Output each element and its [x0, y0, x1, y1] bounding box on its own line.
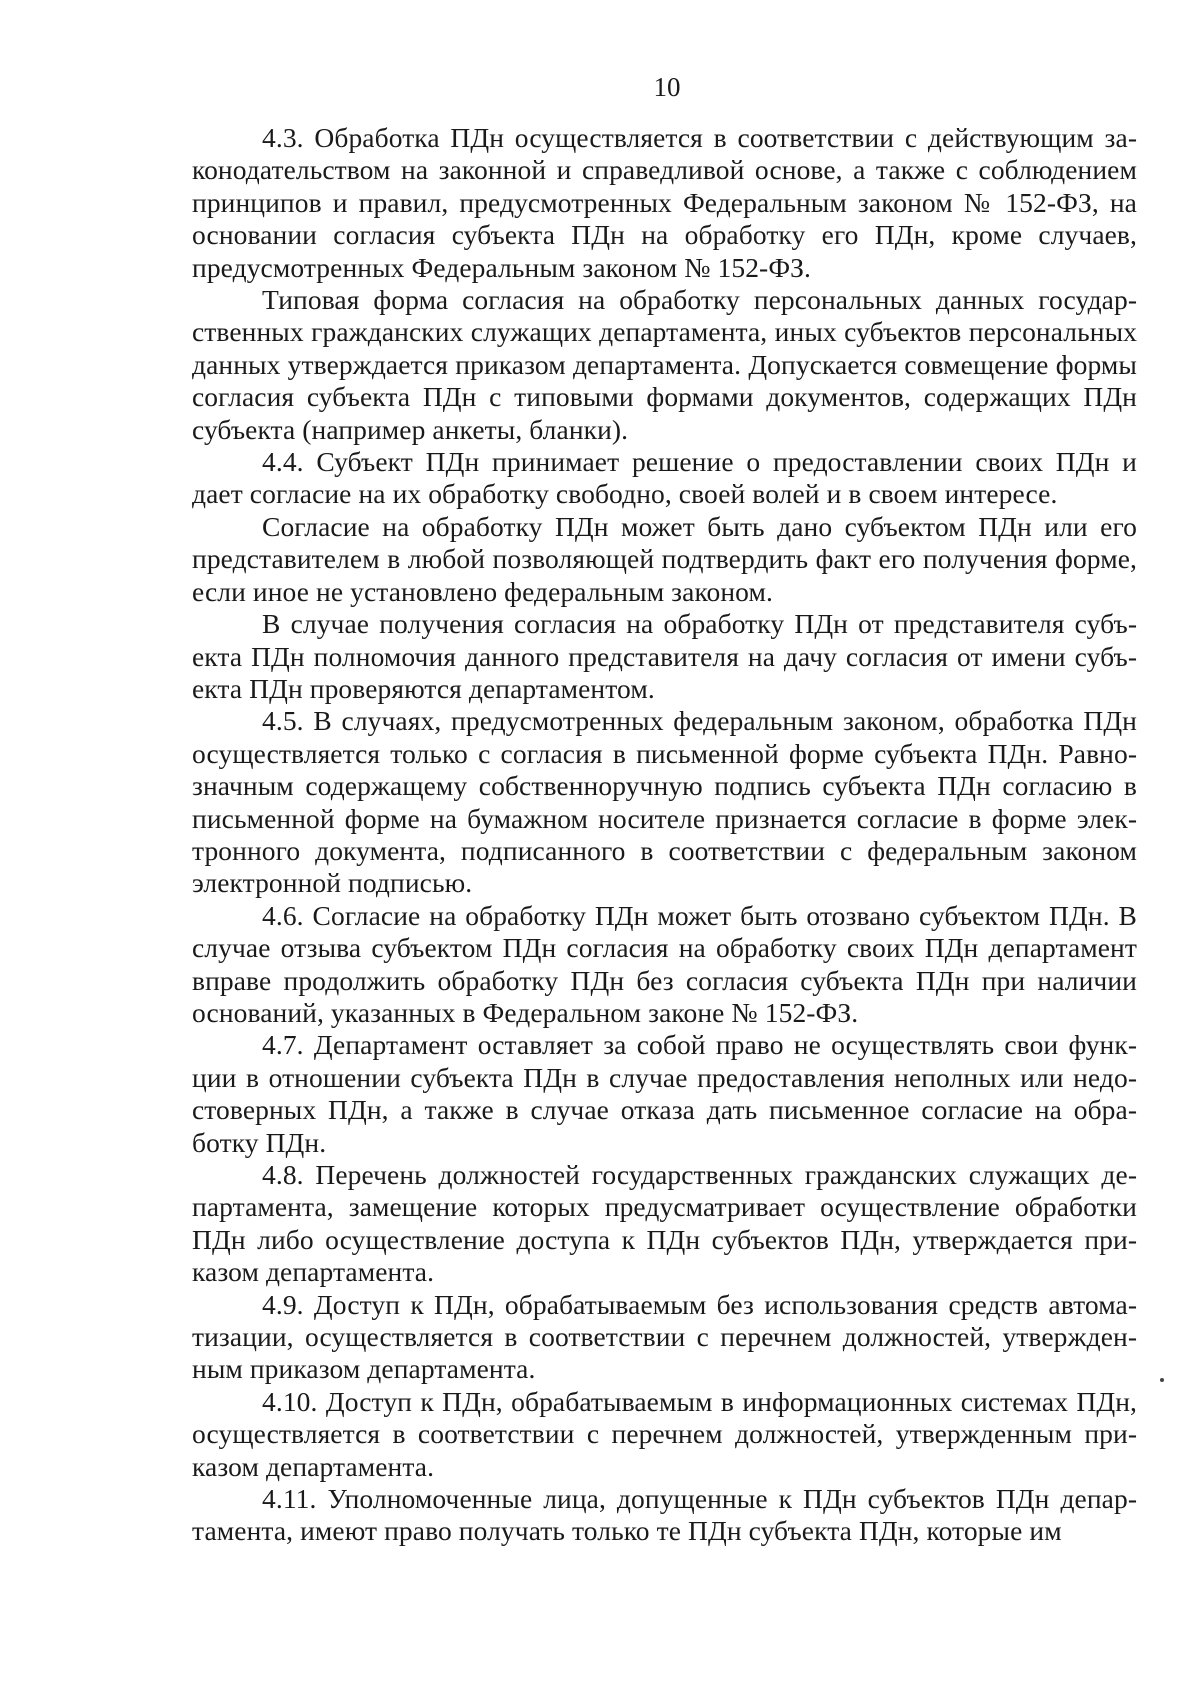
paragraph-representative-authority: В случае получения согласия на обработку ПДн от представителя субъекта ПДн полномочия данного представителя на дачу согласия от имени субъекта ПДн проверяются департаментом.: [192, 608, 1137, 704]
paragraph-4-8: 4.8. Перечень должностей государственных гражданских служащих департамента, замещение которых предусматривает осуществление обработки ПДн либо осуществление доступа к ПДн субъектов ПДн, утверждается приказом департамента.: [192, 1159, 1137, 1288]
paragraph-consent-form: Типовая форма согласия на обработку персональных данных государственных гражданских служащих департамента, иных субъектов персональных данных утверждается приказом департамента. Допускается совмещение формы согласия субъекта ПДн с типовыми формами документов, содержащих ПДн субъекта (например анкеты, бланки).: [192, 284, 1137, 445]
paragraph-4-10: 4.10. Доступ к ПДн, обрабатываемым в информационных системах ПДн, осуществляется в соответствии с перечнем должностей, утвержденным приказом департамента.: [192, 1385, 1137, 1482]
paragraph-4-6: 4.6. Согласие на обработку ПДн может быть отозвано субъектом ПДн. В случае отзыва субъектом ПДн согласия на обработку своих ПДн департамент вправе продолжить обработку ПДн без согласия субъекта ПДн при наличии оснований, указанных в Федеральном законе № 152-ФЗ.: [192, 899, 1137, 1028]
paragraph-consent-representative: Согласие на обработку ПДн может быть дано субъектом ПДн или его представителем в любой позволяющей подтвердить факт его получения форме, если иное не установлено федеральным законом.: [192, 510, 1137, 607]
paragraph-4-5: 4.5. В случаях, предусмотренных федеральным законом, обработка ПДн осуществляется только с согласия в письменной форме субъекта ПДн. Равнозначным содержащему собственноручную подпись субъекта ПДн согласию в письменной форме на бумажном носителе признается согласие в форме электронного документа, подписанного в соответствии с федеральным законом электронной подписью.: [192, 705, 1137, 899]
paragraph-4-11: 4.11. Уполномоченные лица, допущенные к ПДн субъектов ПДн департамента, имеют право получать только те ПДн субъекта ПДн, которые им: [192, 1483, 1137, 1547]
paragraph-4-9: 4.9. Доступ к ПДн, обрабатываемым без использования средств автоматизации, осуществляется в соответствии с перечнем должностей, утвержденным приказом департамента.: [192, 1288, 1137, 1385]
paragraph-4-7: 4.7. Департамент оставляет за собой право не осуществлять свои функции в отношении субъекта ПДн в случае предоставления неполных или недостоверных ПДн, а также в случае отказа дать письменное согласие на обработку ПДн.: [192, 1029, 1137, 1158]
page-number: 10: [653, 72, 681, 102]
scan-artifact-dot: [1160, 1378, 1164, 1382]
document-body: [192, 122, 1137, 1548]
paragraph-4-4: 4.4. Субъект ПДн принимает решение о предоставлении своих ПДн и дает согласие на их обработку свободно, своей волей и в своем интересе.: [192, 446, 1137, 510]
paragraph-4-3: 4.3. Обработка ПДн осуществляется в соответствии с действующим законодательством на законной и справедливой основе, а также с соблюдением принципов и правил, предусмотренных Федеральным законом № 152-ФЗ, на основании согласия субъекта ПДн на обработку его ПДн, кроме случаев, предусмотренных Федеральным законом № 152-ФЗ.: [192, 122, 1137, 283]
